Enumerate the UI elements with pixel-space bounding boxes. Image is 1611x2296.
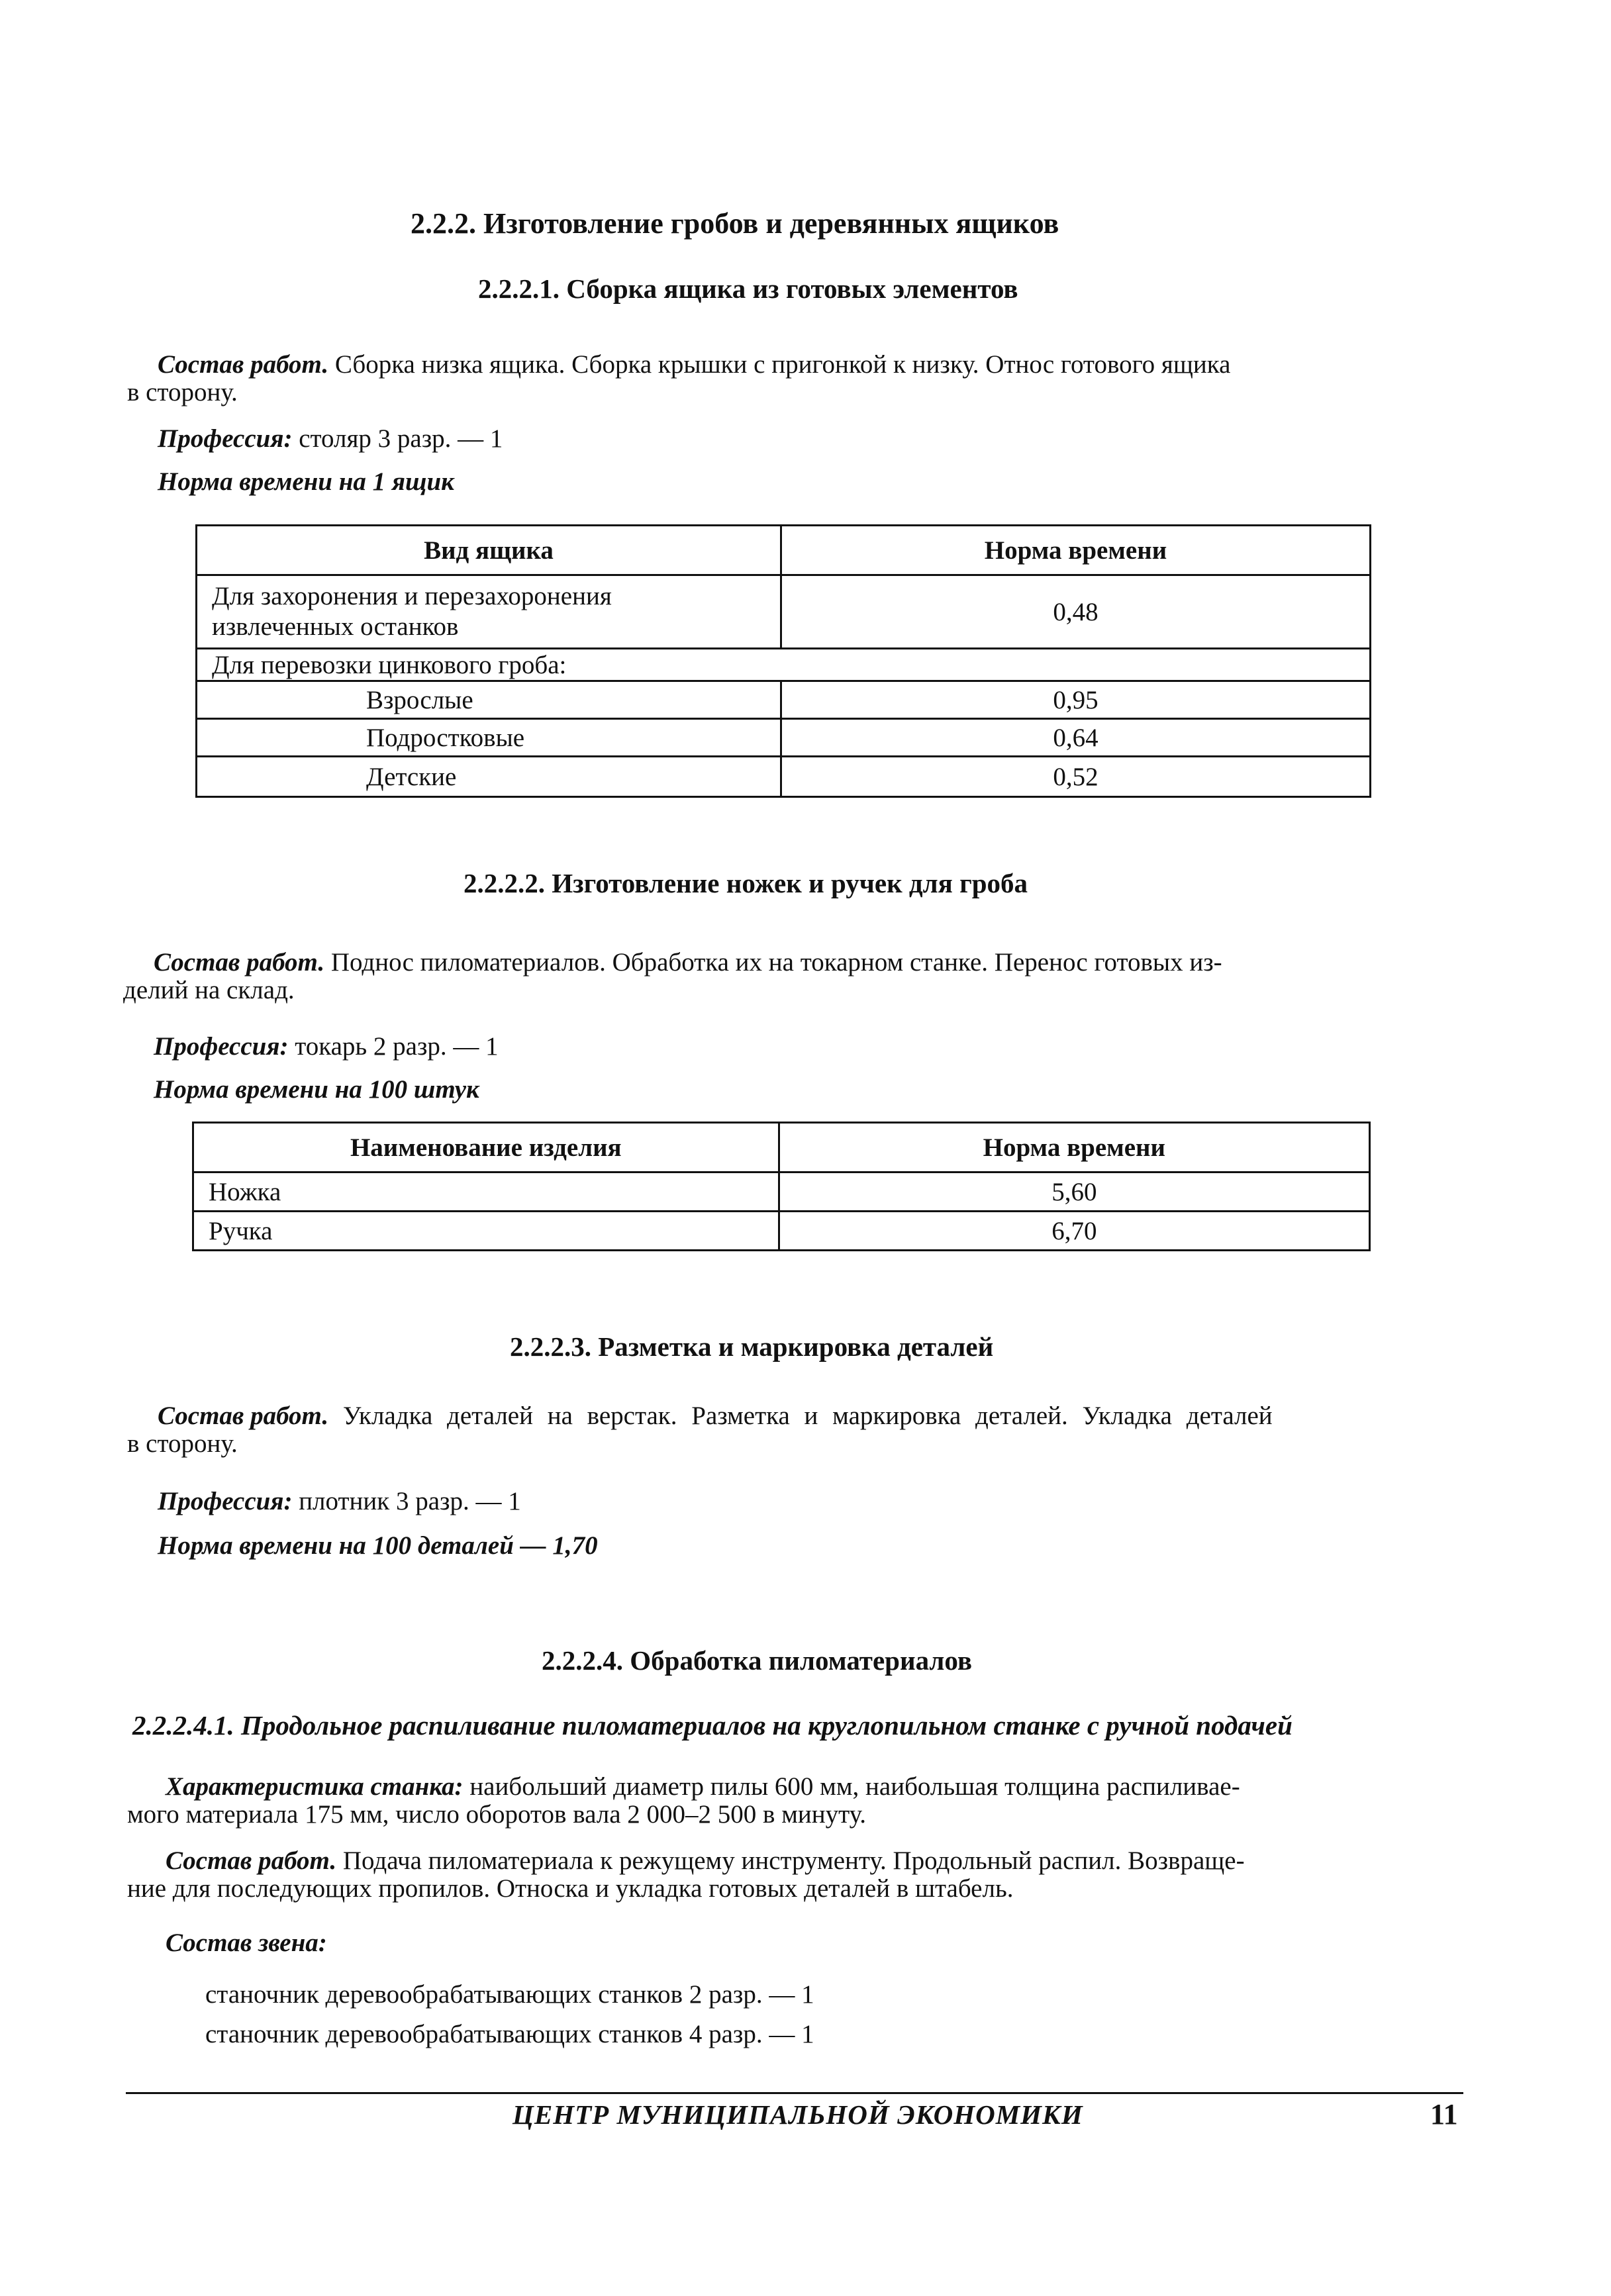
profession-2221 — [158, 424, 503, 454]
crew-member: станочник деревообрабатывающих станков 4 разр. — 1 — [205, 2020, 814, 2048]
page-number: 11 — [1430, 2098, 1458, 2130]
item-title-22241: 2.2.2.4.1. Продольное распиливание пиломатериалов на круглопильном станке с ручной подачей — [132, 1710, 1293, 1741]
work-text: Подача пиломатериала к режущему инструменту. Продольный распил. Возвраще- — [336, 1846, 1245, 1875]
column-header-item: Наименование изделия — [193, 1123, 779, 1172]
table-row — [193, 1172, 1370, 1212]
work-text-cont: в сторону. — [127, 378, 238, 407]
time-norm-2222: Норма времени на 100 штук — [154, 1075, 479, 1104]
profession-text: плотник 3 разр. — 1 — [292, 1487, 521, 1515]
row-value: 6,70 — [779, 1212, 1369, 1251]
subsection-title-2224: 2.2.2.4. Обработка пиломатериалов — [542, 1645, 973, 1676]
footer-title: ЦЕНТР МУНИЦИПАЛЬНОЙ ЭКОНОМИКИ — [513, 2099, 1083, 2130]
work-text-cont: делий на склад. — [123, 976, 295, 1004]
characteristics-text-cont: мого материала 175 мм, число оборотов вала 2 000–2 500 в минуту. — [127, 1800, 866, 1829]
profession-2222 — [154, 1031, 499, 1061]
row-value: 0,52 — [781, 757, 1370, 797]
profession-2223 — [158, 1486, 521, 1516]
row-value: 0,95 — [781, 681, 1370, 719]
row-label — [197, 575, 781, 649]
column-header-norm: Норма времени — [781, 526, 1370, 575]
time-norm-2221: Норма времени на 1 ящик — [158, 467, 454, 496]
characteristics-text: наибольший диаметр пилы 600 мм, наибольшая толщина распиливае- — [463, 1772, 1240, 1801]
work-text: Поднос пиломатериалов. Обработка их на токарном станке. Перенос готовых из- — [324, 948, 1222, 977]
work-text-cont: в сторону. — [127, 1429, 238, 1458]
table-row — [197, 575, 1371, 649]
work-text: Сборка низка ящика. Сборка крышки с пригонкой к низку. Относ готового ящика — [328, 350, 1231, 379]
crew-heading — [166, 1928, 327, 1958]
footer-divider — [126, 2092, 1463, 2094]
profession-text: токарь 2 разр. — 1 — [288, 1032, 499, 1061]
row-value: 5,60 — [779, 1172, 1369, 1212]
work-description-22241 — [127, 1847, 1471, 1903]
row-label: Взрослые — [197, 681, 781, 719]
work-description-2223 — [127, 1402, 1471, 1458]
section-title: 2.2.2. Изготовление гробов и деревянных ящиков — [411, 207, 1059, 240]
group-label: Для перевозки цинкового гроба: — [197, 649, 1371, 681]
subsection-title-2221: 2.2.2.1. Сборка ящика из готовых элементов — [478, 273, 1018, 304]
work-label: Состав работ. — [154, 948, 325, 977]
profession-text: столяр 3 разр. — 1 — [292, 424, 503, 453]
column-header-type: Вид ящика — [197, 526, 781, 575]
row-value: 0,48 — [781, 575, 1370, 649]
work-description-2222 — [123, 949, 1467, 1004]
table-row — [193, 1212, 1370, 1251]
work-label: Состав работ. — [158, 350, 329, 379]
row-label: Ручка — [193, 1212, 779, 1251]
machine-characteristics — [127, 1773, 1471, 1829]
table-row — [197, 719, 1371, 757]
column-header-norm: Норма времени — [779, 1123, 1369, 1172]
profession-label: Профессия: — [158, 1487, 293, 1515]
row-label: Подростковые — [197, 719, 781, 757]
row-label-line-1: Для захоронения и перезахоронения — [212, 582, 612, 610]
work-label: Состав работ. — [158, 1402, 329, 1430]
characteristics-label: Характеристика станка: — [166, 1772, 464, 1801]
profession-label: Профессия: — [154, 1032, 289, 1061]
time-norm-2223: Норма времени на 100 деталей — 1,70 — [158, 1531, 598, 1560]
crew-member: станочник деревообрабатывающих станков 2 разр. — 1 — [205, 1980, 814, 2009]
table-header-row — [197, 526, 1371, 575]
table-2221 — [195, 524, 1371, 798]
subsection-title-2222: 2.2.2.2. Изготовление ножек и ручек для гроба — [464, 868, 1028, 898]
table-row — [197, 681, 1371, 719]
table-row — [197, 757, 1371, 797]
work-label: Состав работ. — [166, 1846, 337, 1875]
table-group-row — [197, 649, 1371, 681]
row-label: Детские — [197, 757, 781, 797]
row-label-line-2: извлеченных останков — [212, 612, 459, 641]
profession-label: Профессия: — [158, 424, 293, 453]
row-label: Ножка — [193, 1172, 779, 1212]
work-text-cont: ние для последующих пропилов. Относка и укладка готовых деталей в штабель. — [127, 1874, 1014, 1903]
work-text: Укладка деталей на верстак. Разметка и маркировка деталей. Укладка деталей — [328, 1402, 1273, 1430]
work-description-2221 — [127, 351, 1465, 407]
crew-label: Состав звена: — [166, 1929, 327, 1957]
row-value: 0,64 — [781, 719, 1370, 757]
table-2222 — [192, 1122, 1371, 1251]
subsection-title-2223: 2.2.2.3. Разметка и маркировка деталей — [510, 1331, 994, 1362]
table-header-row — [193, 1123, 1370, 1172]
